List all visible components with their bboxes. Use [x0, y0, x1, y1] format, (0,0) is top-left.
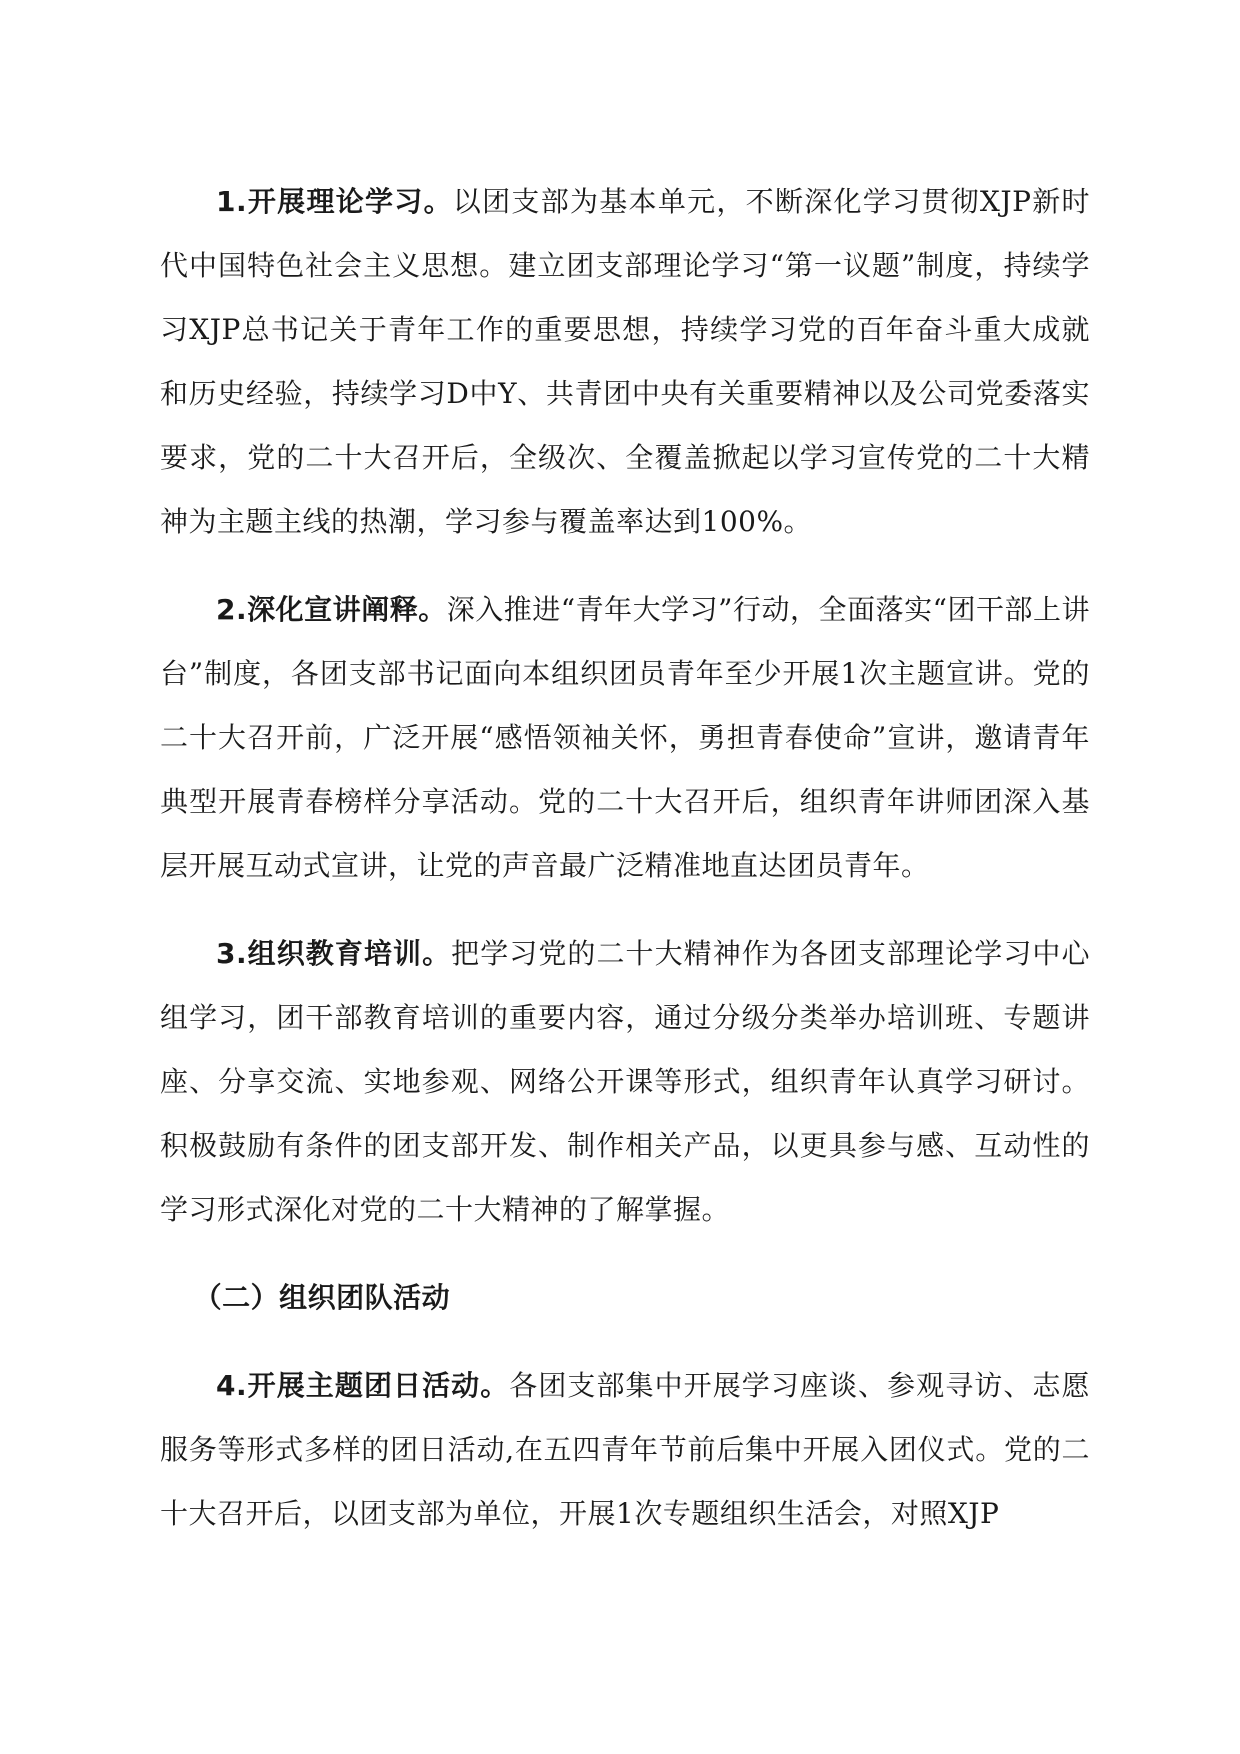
- section-heading: （二）组织团队活动: [193, 1281, 451, 1314]
- paragraph-text: 各团支部集中开展学习座谈、参观寻访、志愿服务等形式多样的团日活动,在五四青年节前后集中开展入团仪式。党的二十大召开后，以团支部为单位，开展1次专题组织生活会，对照XJP: [160, 1369, 1090, 1530]
- document-body: [160, 170, 1090, 1570]
- paragraph-lecture-interpretation: [160, 578, 1090, 898]
- paragraph-education-training: [160, 922, 1090, 1242]
- paragraph-lead: 3.组织教育培训。: [216, 937, 452, 970]
- paragraph-lead: 4.开展主题团日活动。: [216, 1369, 510, 1402]
- paragraph-league-day: [160, 1354, 1090, 1546]
- paragraph-lead: 2.深化宣讲阐释。: [216, 593, 447, 626]
- paragraph-text: 把学习党的二十大精神作为各团支部理论学习中心组学习，团干部教育培训的重要内容，通过分级分类举办培训班、专题讲座、分享交流、实地参观、网络公开课等形式，组织青年认真学习研讨。积极鼓励有条件的团支部开发、制作相关产品，以更具参与感、互动性的学习形式深化对党的二十大精神的了解掌握。: [160, 937, 1090, 1226]
- paragraph-lead: 1.开展理论学习。: [216, 185, 453, 218]
- paragraph-text: 深入推进“青年大学习”行动，全面落实“团干部上讲台”制度，各团支部书记面向本组织团员青年至少开展1次主题宣讲。党的二十大召开前，广泛开展“感悟领袖关怀，勇担青春使命”宣讲，邀请青年典型开展青春榜样分享活动。党的二十大召开后，组织青年讲师团深入基层开展互动式宣讲，让党的声音最广泛精准地直达团员青年。: [160, 593, 1090, 882]
- paragraph-text: 以团支部为基本单元，不断深化学习贯彻XJP新时代中国特色社会主义思想。建立团支部理论学习“第一议题”制度，持续学习XJP总书记关于青年工作的重要思想，持续学习党的百年奋斗重大成就和历史经验，持续学习D中Y、共青团中央有关重要精神以及公司党委落实要求，党的二十大召开后，全级次、全覆盖掀起以学习宣传党的二十大精神为主题主线的热潮，学习参与覆盖率达到100%。: [160, 185, 1090, 538]
- paragraph-theory-study: [160, 170, 1090, 554]
